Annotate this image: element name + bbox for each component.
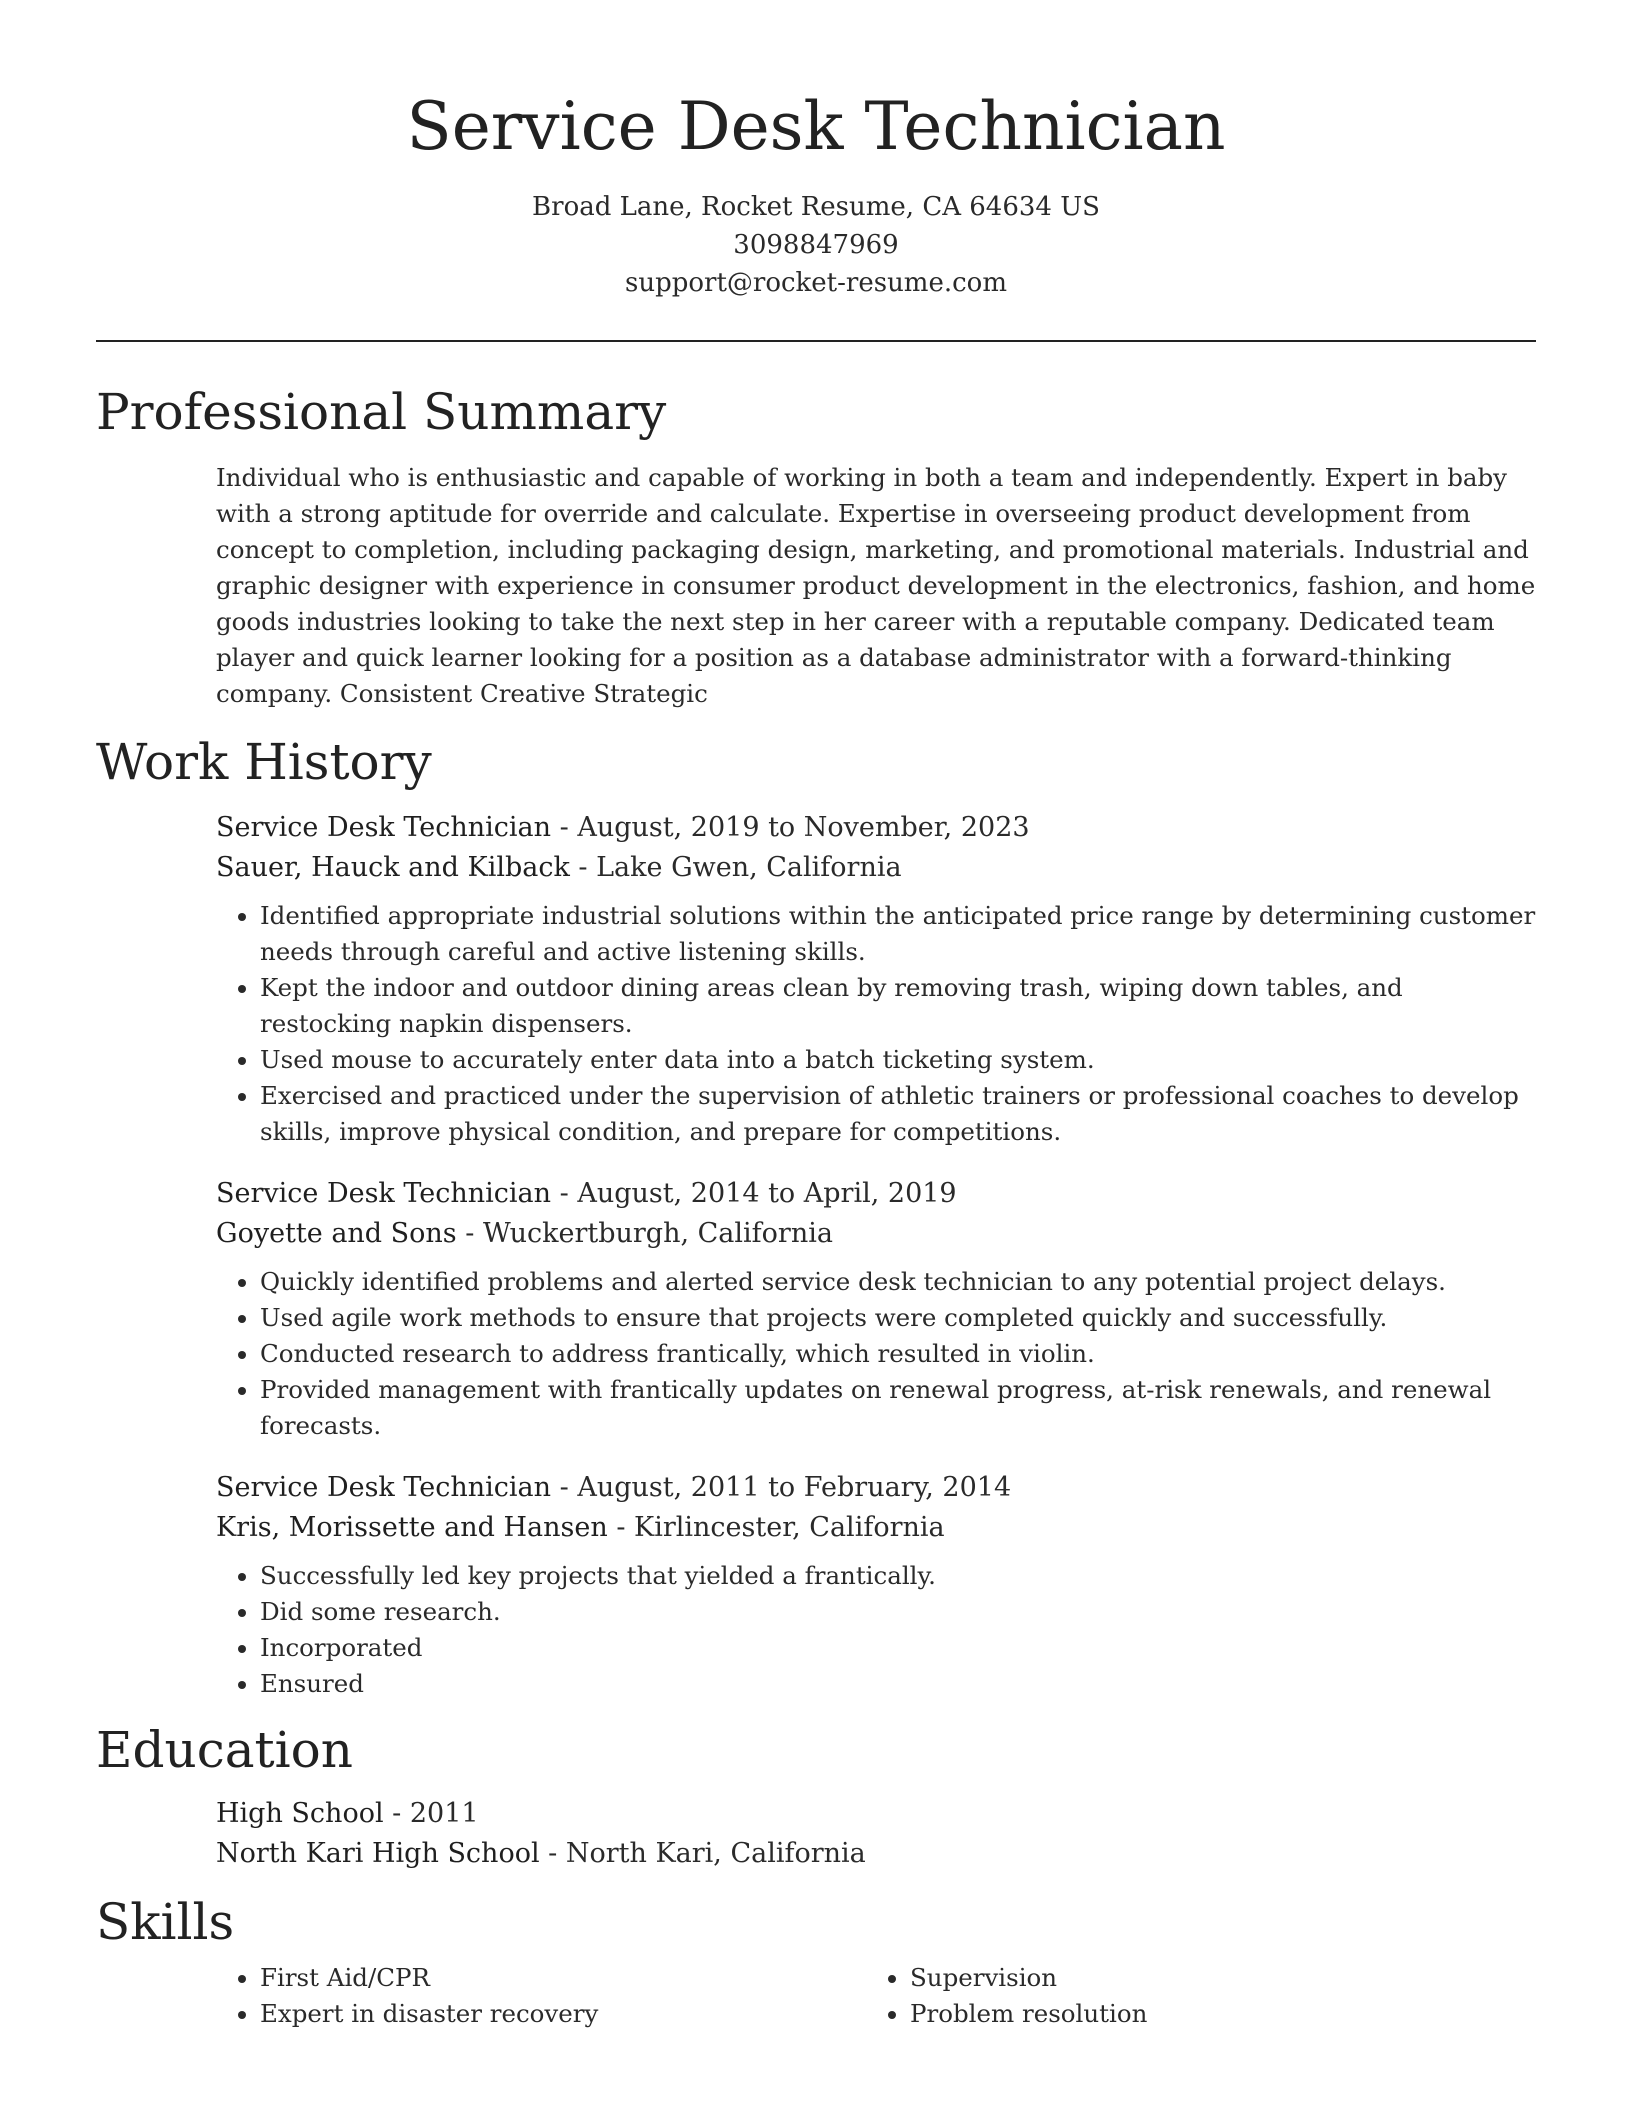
work-history-heading: Work History <box>96 733 432 791</box>
resume-page <box>96 0 1536 2032</box>
summary-section <box>96 382 1536 712</box>
list-item: • Quickly identified problems and alerted service desk technician to any potential project delays. <box>260 1264 1536 1300</box>
job-company-line <box>216 1214 1536 1254</box>
list-item: • Incorporated <box>260 1630 1536 1666</box>
skills-heading: Skills <box>96 1893 235 1951</box>
address-text: Broad Lane, Rocket Resume, CA 64634 US <box>532 192 1100 222</box>
job-entry <box>216 1468 1536 1702</box>
job-company: Goyette and Sons <box>216 1218 457 1249</box>
list-item: • Exercised and practiced under the supervision of athletic trainers or professional coaches to develop skills, improve physical condition, and prepare for competitions. <box>260 1078 1536 1150</box>
phone-text: 3098847969 <box>733 230 899 260</box>
summary-text: Individual who is enthusiastic and capable of working in both a team and independently. Expert in baby with a strong aptitude for override and calculate. Expertise in overseeing product development from concept to completion, including packaging design, marketing, and promotional materials. Industrial and graphic designer with experience in consumer product development in the electronics, fashion, and home goods industries looking to take the next step in her career with a reputable company. Dedicated team player and quick learner looking for a position as a database administrator with a forward-thinking company. Consistent Creative Strategic <box>216 463 1536 708</box>
list-item: • First Aid/CPR <box>260 1960 866 1996</box>
work-history-section <box>96 732 1536 1702</box>
education-degree-line <box>216 1794 1536 1834</box>
list-item: • Identified appropriate industrial solutions within the anticipated price range by determining customer needs through careful and active listening skills. <box>260 898 1536 970</box>
skills-column-left <box>216 1952 866 2032</box>
job-entry <box>216 1174 1536 1444</box>
job-company-line <box>216 1508 1536 1548</box>
page-title: Service Desk Technician <box>406 88 1226 165</box>
job-title-line <box>216 1468 1536 1508</box>
list-item: • Supervision <box>910 1960 1516 1996</box>
header-divider <box>96 340 1536 342</box>
list-item: • Provided management with frantically updates on renewal progress, at-risk renewals, and renewal forecasts. <box>260 1372 1536 1444</box>
list-item: • Successfully led key projects that yielded a frantically. <box>260 1558 1536 1594</box>
list-item: • Conducted research to address frantically, which resulted in violin. <box>260 1336 1536 1372</box>
job-location: - Lake Gwen, California <box>569 852 902 883</box>
resume-header <box>96 0 1536 302</box>
skills-section <box>96 1892 1536 2032</box>
job-dates: - August, 2011 to February, 2014 <box>551 1472 1012 1503</box>
education-section <box>96 1720 1536 1874</box>
job-dates: - August, 2014 to April, 2019 <box>551 1178 957 1209</box>
job-company: Kris, Morissette and Hansen <box>216 1512 608 1543</box>
job-title-line <box>216 808 1536 848</box>
education-school-line <box>216 1834 1536 1874</box>
job-location: - Wuckertburgh, California <box>456 1218 833 1249</box>
job-bullets <box>216 898 1536 1150</box>
job-role: Service Desk Technician <box>216 812 552 843</box>
job-company: Sauer, Hauck and Kilback <box>216 852 570 883</box>
list-item: • Used agile work methods to ensure that projects were completed quickly and successfully. <box>260 1300 1536 1336</box>
job-bullets <box>216 1264 1536 1444</box>
summary-heading: Professional Summary <box>96 383 667 441</box>
list-item: • Problem resolution <box>910 1996 1516 2032</box>
job-role: Service Desk Technician <box>216 1178 552 1209</box>
education-degree: High School <box>216 1798 384 1829</box>
job-title-line <box>216 1174 1536 1214</box>
list-item: • Ensured <box>260 1666 1536 1702</box>
skills-column-right <box>866 1952 1516 2032</box>
list-item: • Kept the indoor and outdoor dining areas clean by removing trash, wiping down tables, and restocking napkin dispensers. <box>260 970 1536 1042</box>
job-bullets <box>216 1558 1536 1702</box>
job-location: - Kirlincester, California <box>607 1512 945 1543</box>
job-dates: - August, 2019 to November, 2023 <box>551 812 1030 843</box>
education-year: - 2011 <box>383 1798 479 1829</box>
skills-grid <box>216 1952 1536 2032</box>
list-item: • Expert in disaster recovery <box>260 1996 866 2032</box>
job-company-line <box>216 848 1536 888</box>
list-item: • Used mouse to accurately enter data into a batch ticketing system. <box>260 1042 1536 1078</box>
education-location: - North Kari, California <box>539 1838 866 1869</box>
email-text: support@rocket-resume.com <box>624 268 1007 298</box>
job-entry <box>216 808 1536 1150</box>
education-heading: Education <box>96 1721 353 1779</box>
contact-block <box>96 188 1536 302</box>
list-item: • Did some research. <box>260 1594 1536 1630</box>
education-school: North Kari High School <box>216 1838 540 1869</box>
job-role: Service Desk Technician <box>216 1472 552 1503</box>
